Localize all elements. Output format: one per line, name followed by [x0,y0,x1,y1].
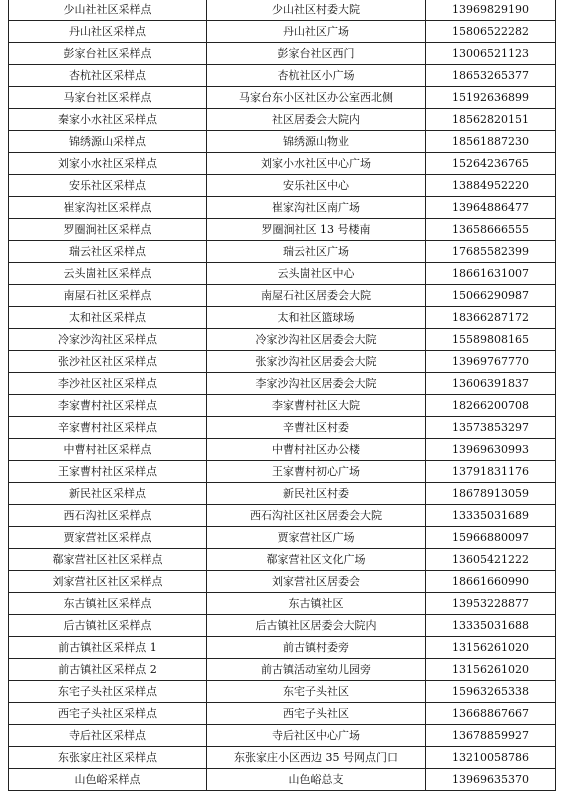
sampling-point-location: 东宅子头社区 [207,681,426,703]
sampling-point-location: 寺后社区中心广场 [207,725,426,747]
contact-phone: 13969635370 [426,769,556,791]
table-row [9,219,556,241]
contact-phone: 18562820151 [426,109,556,131]
contact-phone: 13969829190 [426,0,556,21]
sampling-point-name: 云头崮社区采样点 [9,263,207,285]
sampling-point-name: 太和社区采样点 [9,307,207,329]
sampling-point-location: 云头崮社区中心 [207,263,426,285]
sampling-point-name: 后古镇社区采样点 [9,615,207,637]
contact-phone: 13156261020 [426,659,556,681]
table-row [9,417,556,439]
table-row [9,747,556,769]
table-row [9,329,556,351]
table-row [9,87,556,109]
sampling-point-name: 东古镇社区采样点 [9,593,207,615]
contact-phone: 15192636899 [426,87,556,109]
sampling-point-location: 瑞云社区广场 [207,241,426,263]
table-row [9,43,556,65]
table-row [9,659,556,681]
table-row [9,197,556,219]
sampling-point-location: 新民社区村委 [207,483,426,505]
sampling-point-name: 彭家台社区采样点 [9,43,207,65]
table-row [9,131,556,153]
sampling-point-name: 西宅子头社区采样点 [9,703,207,725]
table-row [9,263,556,285]
contact-phone: 18266200708 [426,395,556,417]
sampling-point-location: 张家沙沟社区居委会大院 [207,351,426,373]
sampling-point-name: 崔家沟社区采样点 [9,197,207,219]
sampling-point-location: 罗圈涧社区 13 号楼南 [207,219,426,241]
table-row [9,439,556,461]
sampling-point-name: 东张家庄社区采样点 [9,747,207,769]
sampling-point-location: 王家曹村初心广场 [207,461,426,483]
sampling-point-location: 东张家庄小区西边 35 号网点门口 [207,747,426,769]
table-row [9,0,556,21]
contact-phone: 13969767770 [426,351,556,373]
sampling-point-name: 中曹村社区采样点 [9,439,207,461]
contact-phone: 13156261020 [426,637,556,659]
table-row [9,65,556,87]
table-row [9,307,556,329]
sampling-point-location: 彭家台社区西门 [207,43,426,65]
table-row [9,637,556,659]
table-row [9,615,556,637]
sampling-point-location: 西石沟社区社区居委会大院 [207,505,426,527]
table-row [9,241,556,263]
sampling-point-name: 张沙社区社区采样点 [9,351,207,373]
sampling-point-name: 李家曹村社区采样点 [9,395,207,417]
table-body [9,0,556,791]
sampling-point-location: 刘家营社区居委会 [207,571,426,593]
sampling-point-name: 冷家沙沟社区采样点 [9,329,207,351]
table-row [9,505,556,527]
sampling-point-location: 刘家小水社区中心广场 [207,153,426,175]
contact-phone: 17685582399 [426,241,556,263]
table-row [9,175,556,197]
sampling-point-name: 李沙社区社区采样点 [9,373,207,395]
contact-phone: 15264236765 [426,153,556,175]
contact-phone: 13668867667 [426,703,556,725]
table-row [9,593,556,615]
sampling-point-name: 锦绣源山采样点 [9,131,207,153]
sampling-point-name: 安乐社区采样点 [9,175,207,197]
table-row [9,549,556,571]
sampling-point-location: 山色峪总支 [207,769,426,791]
contact-phone: 15066290987 [426,285,556,307]
contact-phone: 13573853297 [426,417,556,439]
sampling-point-name: 西石沟社区采样点 [9,505,207,527]
sampling-point-location: 郗家营社区文化广场 [207,549,426,571]
table-row [9,725,556,747]
contact-phone: 13678859927 [426,725,556,747]
table-row [9,769,556,791]
contact-phone: 13335031688 [426,615,556,637]
sampling-points-table [8,0,556,791]
sampling-point-name: 瑞云社区采样点 [9,241,207,263]
table-row [9,395,556,417]
contact-phone: 13969630993 [426,439,556,461]
sampling-point-name: 罗圈涧社区采样点 [9,219,207,241]
sampling-point-location: 崔家沟社区南广场 [207,197,426,219]
sampling-point-location: 后古镇社区居委会大院内 [207,615,426,637]
sampling-point-name: 马家台社区采样点 [9,87,207,109]
sampling-point-location: 少山社区村委大院 [207,0,426,21]
contact-phone: 15963265338 [426,681,556,703]
sampling-point-location: 东古镇社区 [207,593,426,615]
contact-phone: 13606391837 [426,373,556,395]
sampling-point-name: 寺后社区采样点 [9,725,207,747]
sampling-point-location: 杏杭社区小广场 [207,65,426,87]
sampling-point-location: 辛曹社区村委 [207,417,426,439]
contact-phone: 18653265377 [426,65,556,87]
table-row [9,373,556,395]
sampling-point-location: 冷家沙沟社区居委会大院 [207,329,426,351]
contact-phone: 13006521123 [426,43,556,65]
sampling-point-name: 秦家小水社区采样点 [9,109,207,131]
sampling-point-location: 太和社区篮球场 [207,307,426,329]
table-row [9,285,556,307]
sampling-point-name: 辛家曹村社区采样点 [9,417,207,439]
contact-phone: 13964886477 [426,197,556,219]
sampling-point-name: 前古镇社区采样点 1 [9,637,207,659]
table-row [9,527,556,549]
contact-phone: 13884952220 [426,175,556,197]
sampling-point-name: 刘家小水社区采样点 [9,153,207,175]
contact-phone: 18661660990 [426,571,556,593]
sampling-point-location: 丹山社区广场 [207,21,426,43]
table-row [9,21,556,43]
sampling-point-name: 刘家营社区社区采样点 [9,571,207,593]
table-row [9,681,556,703]
contact-phone: 18561887230 [426,131,556,153]
contact-phone: 18678913059 [426,483,556,505]
table-row [9,571,556,593]
contact-phone: 13335031689 [426,505,556,527]
sampling-point-name: 丹山社区采样点 [9,21,207,43]
sampling-point-location: 李家沙沟社区居委会大院 [207,373,426,395]
table-row [9,461,556,483]
sampling-point-location: 安乐社区中心 [207,175,426,197]
sampling-point-name: 杏杭社区采样点 [9,65,207,87]
contact-phone: 13791831176 [426,461,556,483]
contact-phone: 15589808165 [426,329,556,351]
sampling-point-name: 前古镇社区采样点 2 [9,659,207,681]
sampling-point-location: 马家台东小区社区办公室西北侧 [207,87,426,109]
sampling-point-name: 山色峪采样点 [9,769,207,791]
contact-phone: 13210058786 [426,747,556,769]
sampling-point-location: 李家曹村社区大院 [207,395,426,417]
sampling-point-name: 郗家营社区社区采样点 [9,549,207,571]
sampling-point-location: 贾家营社区广场 [207,527,426,549]
sampling-point-location: 社区居委会大院内 [207,109,426,131]
table-row [9,109,556,131]
table-row [9,351,556,373]
contact-phone: 18661631007 [426,263,556,285]
sampling-point-name: 南屋石社区采样点 [9,285,207,307]
contact-phone: 15806522282 [426,21,556,43]
sampling-point-location: 西宅子头社区 [207,703,426,725]
sampling-point-location: 锦绣源山物业 [207,131,426,153]
sampling-point-name: 王家曹村社区采样点 [9,461,207,483]
sampling-point-location: 中曹村社区办公楼 [207,439,426,461]
contact-phone: 13658666555 [426,219,556,241]
contact-phone: 13953228877 [426,593,556,615]
contact-phone: 18366287172 [426,307,556,329]
sampling-point-name: 少山社社区采样点 [9,0,207,21]
sampling-point-name: 新民社区采样点 [9,483,207,505]
sampling-point-location: 南屋石社区居委会大院 [207,285,426,307]
sampling-point-location: 前古镇活动室幼儿园旁 [207,659,426,681]
sampling-point-name: 东宅子头社区采样点 [9,681,207,703]
sampling-point-name: 贾家营社区采样点 [9,527,207,549]
sampling-point-location: 前古镇村委旁 [207,637,426,659]
table-row [9,483,556,505]
contact-phone: 13605421222 [426,549,556,571]
table-row [9,703,556,725]
contact-phone: 15966880097 [426,527,556,549]
table-row [9,153,556,175]
